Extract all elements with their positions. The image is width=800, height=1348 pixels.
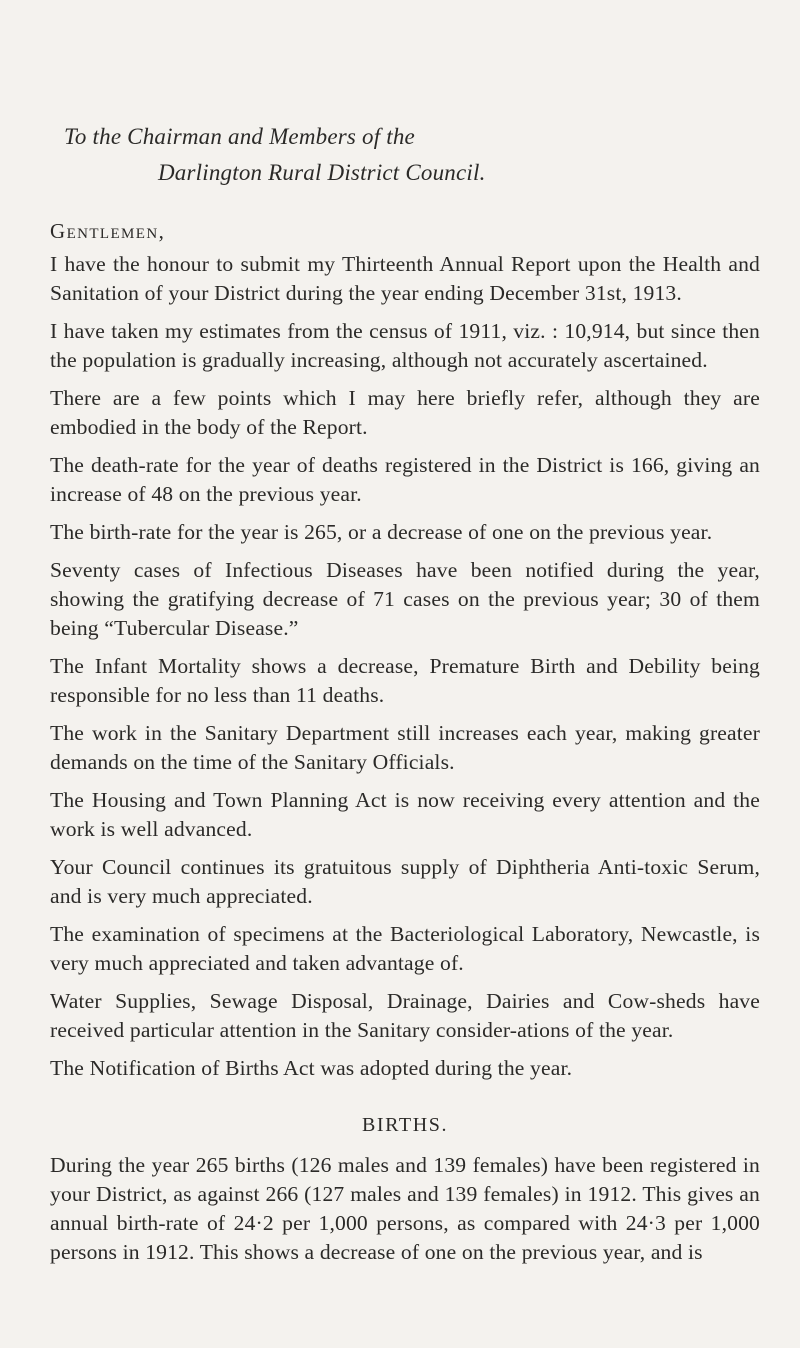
paragraph-bacteriological-laboratory: The examination of specimens at the Bacteriological Laboratory, Newcastle, is very much appreciated and taken advantage of. (50, 922, 760, 975)
paragraph-points: There are a few points which I may here briefly refer, although they are embodied in the body of the Report. (50, 386, 760, 439)
address-line-1: To the Chairman and Members of the (64, 124, 415, 149)
paragraph-notification-of-births: The Notification of Births Act was adopted during the year. (50, 1056, 573, 1080)
paragraph-diphtheria-serum: Your Council continues its gratuitous supply of Diphtheria Anti-toxic Serum, and is very much appreciated. (50, 855, 760, 908)
paragraph-infectious-diseases: Seventy cases of Infectious Diseases have been notified during the year, showing the gratifying decrease of 71 cases on the previous year; 30 of them being “Tubercular Disease.” (50, 558, 760, 640)
paragraph-housing-act: The Housing and Town Planning Act is now receiving every attention and the work is well advanced. (50, 788, 760, 841)
paragraph-death-rate: The death-rate for the year of deaths registered in the District is 166, giving an increase of 48 on the previous year. (50, 453, 760, 506)
paragraph-infant-mortality: The Infant Mortality shows a decrease, Premature Birth and Debility being responsible for no less than 11 deaths. (50, 654, 760, 707)
paragraph-birth-rate: The birth-rate for the year is 265, or a decrease of one on the previous year. (50, 520, 713, 544)
report-body (50, 250, 760, 1083)
paragraph-births: During the year 265 births (126 males and 139 females) have been registered in your District, as against 266 (127 males and 139 females) in 1912. This gives an annual birth-rate of 24·2 per 1,000 persons, as compared with 24·3 per 1,000 persons in 1912. This shows a decrease of one on the previous year, and is (50, 1153, 760, 1264)
births-heading: BIRTHS. (361, 1114, 449, 1136)
address-line-2: Darlington Rural District Council. (158, 160, 486, 185)
paragraph-census: I have taken my estimates from the census of 1911, viz. : 10,914, but since then the population is gradually increasing, although not accurately ascertained. (50, 319, 760, 372)
paragraph-water-supplies: Water Supplies, Sewage Disposal, Drainage, Dairies and Cow-sheds have received particular attention in the Sanitary consider-ations of the year. (50, 989, 760, 1042)
paragraph-intro: I have the honour to submit my Thirteenth Annual Report upon the Health and Sanitation of your District during the year ending December 31st, 1913. (50, 252, 760, 305)
paragraph-sanitary-department: The work in the Sanitary Department still increases each year, making greater demands on the time of the Sanitary Officials. (50, 721, 760, 774)
salutation: Gentlemen, (50, 219, 166, 243)
